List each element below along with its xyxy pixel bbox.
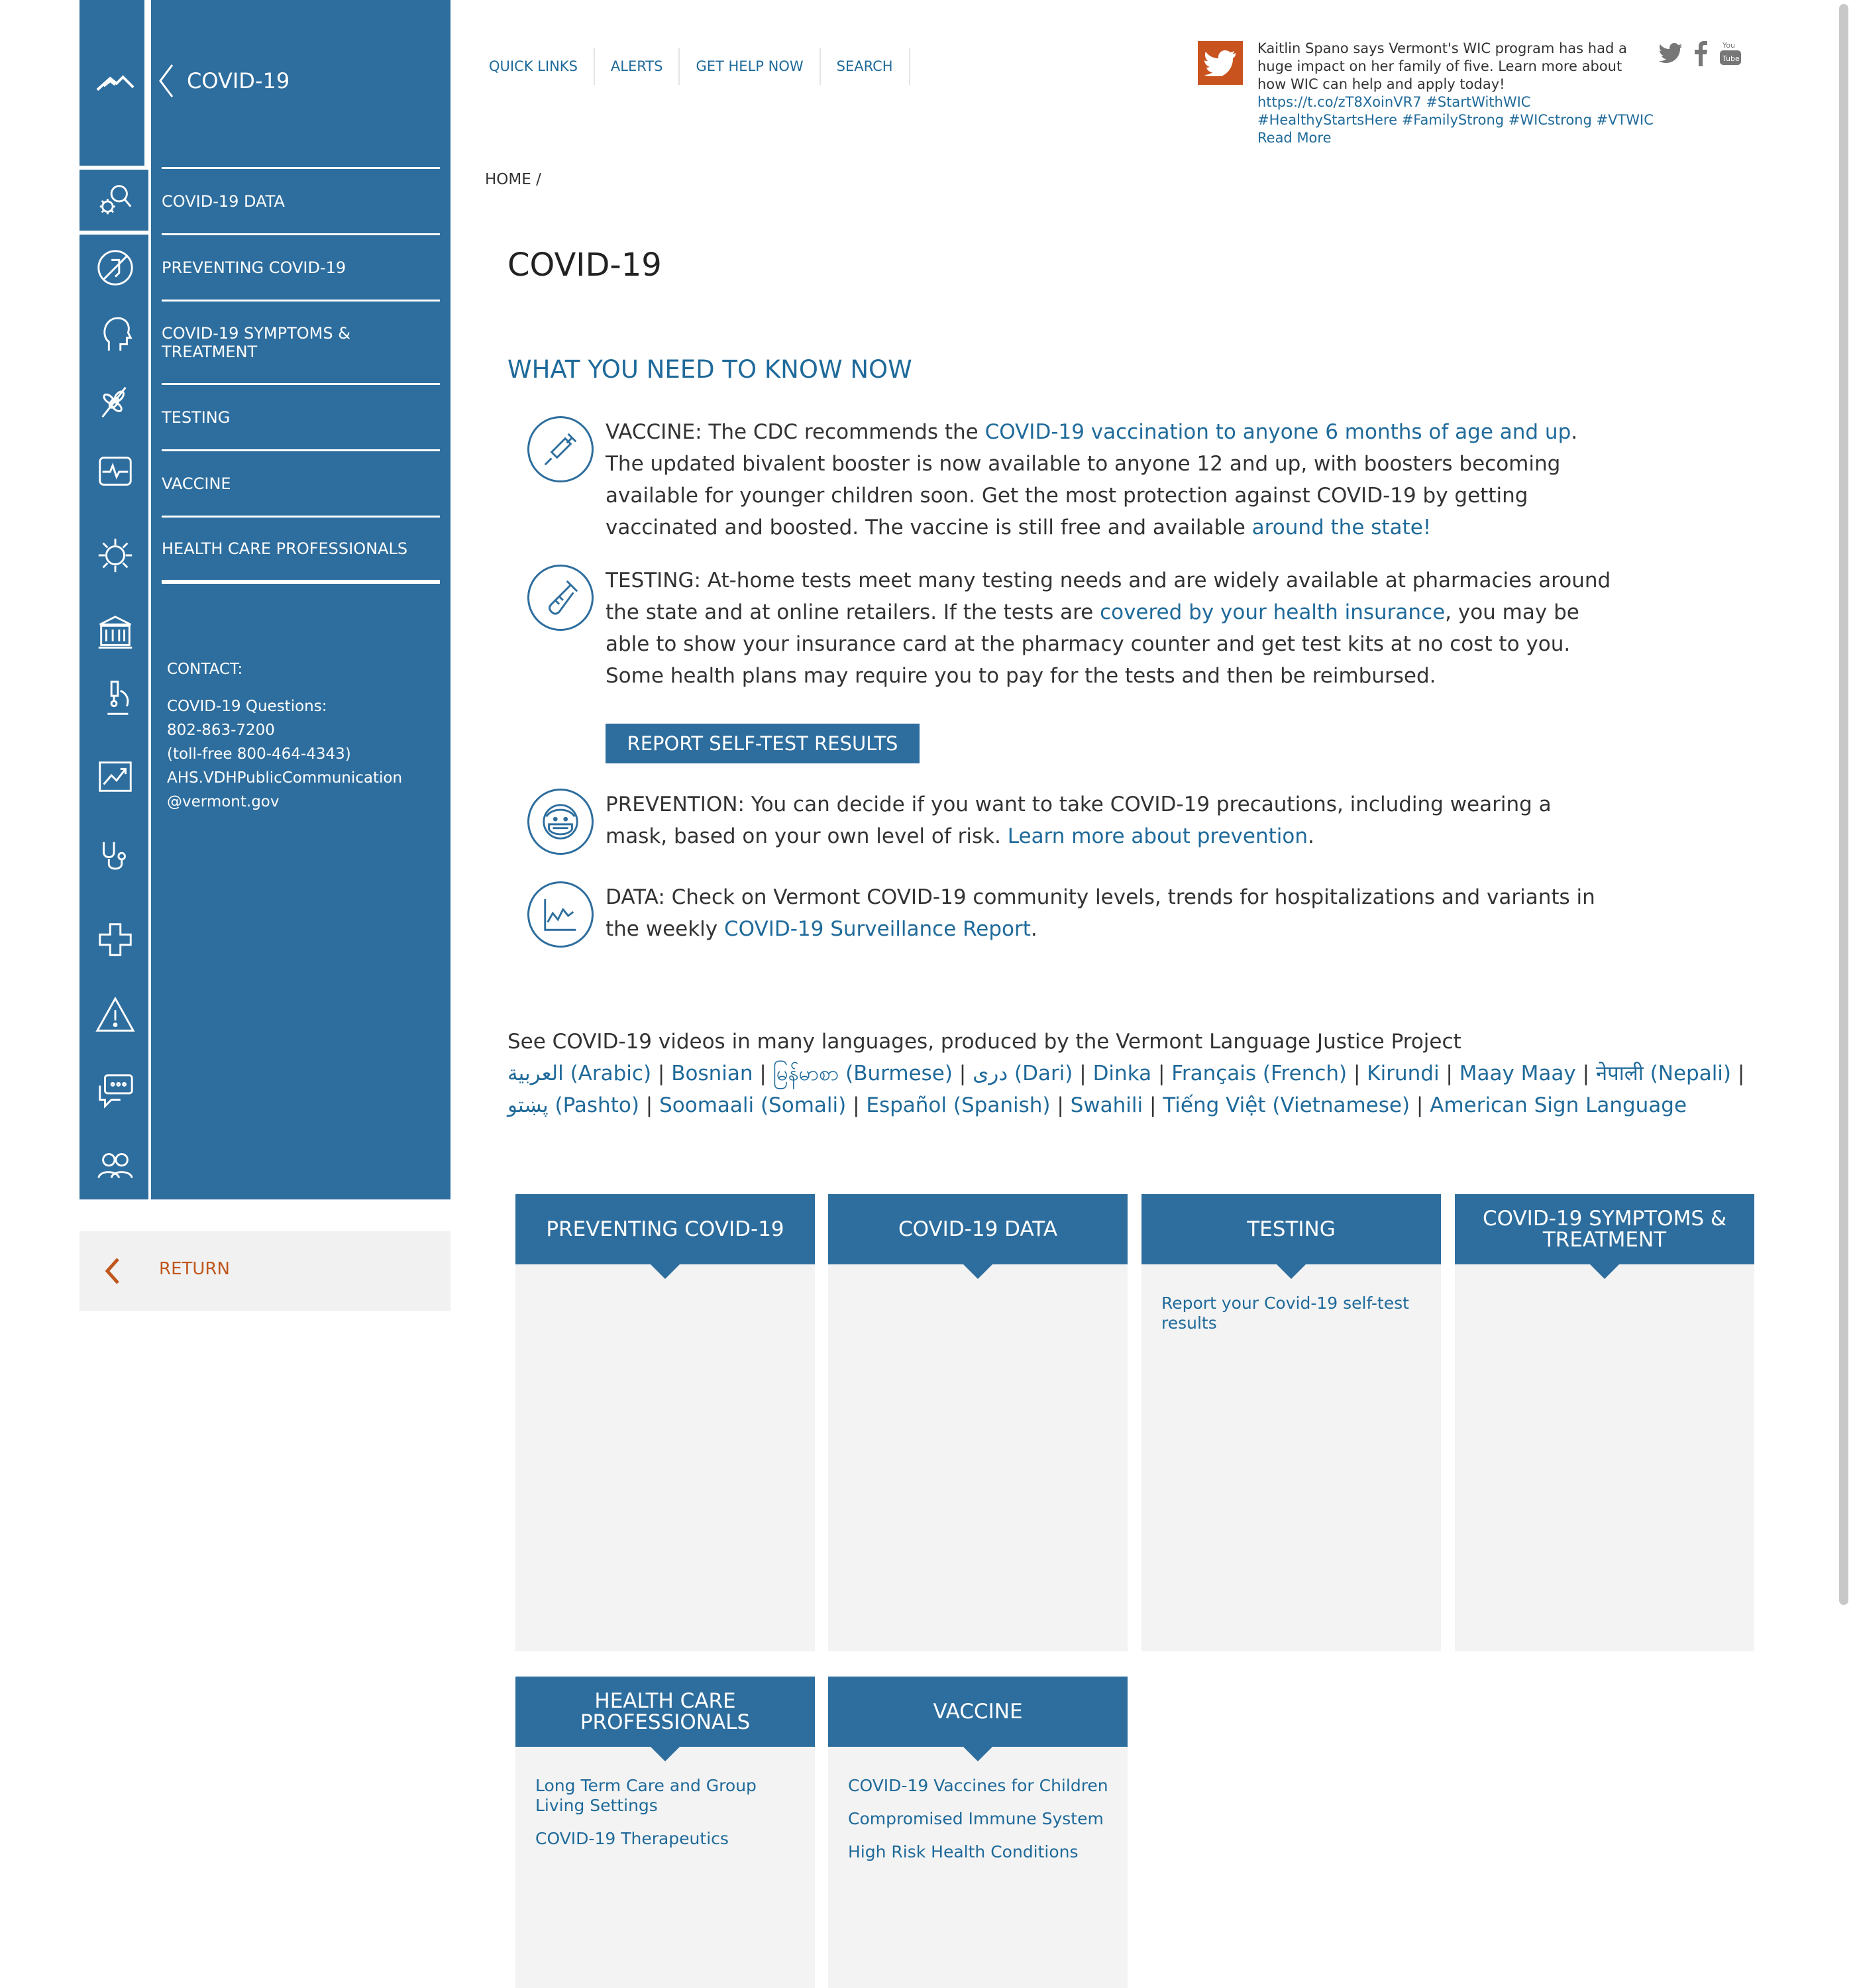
tweet-hashtags[interactable]: #StartWithWIC #HealthyStartsHere #FamilyStrong #WICstrong #VTWIC [1257,94,1654,128]
prevention-text [606,789,1619,852]
virus-icon[interactable] [94,534,136,577]
stethoscope-icon[interactable] [94,836,136,879]
language-separator: | [1575,1062,1596,1085]
card-title[interactable]: VACCINE [828,1677,1128,1747]
wheat-icon[interactable] [94,379,136,421]
language-separator: | [1347,1062,1367,1085]
twitter-bird-icon [1198,41,1243,85]
language-link[interactable]: Swahili [1070,1093,1143,1117]
language-link[interactable]: دری (Dari) [973,1062,1073,1085]
testing-text-2: , you may be able to show your insurance card at the pharmacy counter and get test kits at no cost to you. Some health plans may require you to pay for the tests and then be reimbursed. [606,600,1579,688]
social-links [1659,40,1742,66]
get-help-now-link[interactable]: GET HELP NOW [680,48,820,85]
surveillance-report-link[interactable]: COVID-19 Surveillance Report [724,917,1031,941]
nav-item-covid-data[interactable]: COVID-19 DATA [162,169,440,235]
card-title[interactable]: PREVENTING COVID-19 [515,1194,815,1264]
nav-back-link[interactable] [158,64,290,98]
section-heading: WHAT YOU NEED TO KNOW NOW [507,355,912,384]
language-separator: | [753,1062,773,1085]
language-link[interactable]: American Sign Language [1430,1093,1687,1117]
chevron-left-icon [158,64,174,98]
search-link[interactable]: SEARCH [821,48,910,85]
nav-item-preventing-covid[interactable]: PREVENTING COVID-19 [162,235,440,302]
language-separator: | [1151,1062,1172,1085]
chart-icon[interactable] [94,755,136,798]
test-tube-icon [527,565,594,631]
language-link[interactable]: नेपाली (Nepali) [1595,1062,1732,1085]
alerts-link[interactable]: ALERTS [595,48,680,85]
card-title[interactable]: HEALTH CARE PROFESSIONALS [515,1677,815,1747]
language-videos [507,1026,1766,1121]
language-links [507,1058,1766,1121]
testing-text-1: TESTING: At-home tests meet many testing needs and are widely available at pharmacies around the state and at online retailers. If the tests are [606,569,1611,624]
mountain-logo-icon [94,61,136,103]
tweet-link[interactable]: https://t.co/zT8XoinVR7 [1257,94,1422,110]
contact-email[interactable]: AHS.VDHPublicCommunication [167,769,403,787]
card-link[interactable]: Compromised Immune System [848,1809,1104,1828]
data-text-1: DATA: Check on Vermont COVID-19 community levels, trends for hospitalizations and variants in the weekly [606,885,1595,941]
language-link[interactable]: Dinka [1092,1062,1152,1085]
language-separator: | [1410,1093,1430,1117]
card-links [828,1747,1128,1862]
prevention-link[interactable]: Learn more about prevention [1007,824,1308,848]
contact-heading: CONTACT: [167,661,243,678]
language-separator: | [846,1093,867,1117]
insurance-coverage-link[interactable]: covered by your health insurance [1100,600,1446,624]
prevention-text-2: . [1307,824,1314,848]
tweet-read-more[interactable]: Read More [1257,130,1332,146]
icon-rail [80,0,148,1199]
nav-item-health-care-professionals[interactable]: HEALTH CARE PROFESSIONALS [162,518,440,584]
language-link[interactable]: Kirundi [1367,1062,1440,1085]
nav-item-vaccine[interactable]: VACCINE [162,451,440,518]
language-separator: | [1143,1093,1163,1117]
breadcrumb[interactable]: HOME / [485,171,541,188]
card-title[interactable]: COVID-19 SYMPTOMS & TREATMENT [1455,1194,1754,1264]
card-title[interactable]: COVID-19 DATA [828,1194,1128,1264]
youtube-icon[interactable] [1719,40,1742,66]
line-chart-icon [527,881,594,948]
vaccine-text-2: . The updated bivalent booster is now available to anyone 12 and up, with boosters becoming available for younger children soon. Get the most protection against COVID-19 by getting vaccinated and boosted. The vaccine is still free and available [606,420,1578,539]
nav-item-symptoms-treatment[interactable]: COVID-19 SYMPTOMS & TREATMENT [162,302,440,385]
vaccine-text-1: VACCINE: The CDC recommends the [606,420,985,444]
data-text-2: . [1030,917,1037,941]
card-symptoms-treatment [1455,1194,1754,1651]
language-separator: | [1731,1062,1745,1085]
return-button[interactable] [80,1231,450,1311]
language-link[interactable]: پښتو (Pashto) [507,1093,639,1117]
card-testing [1141,1194,1441,1651]
syringe-icon [527,416,594,482]
card-link[interactable]: Report your Covid-19 self-test results [1161,1294,1409,1333]
language-intro: See COVID-19 videos in many languages, produced by the Vermont Language Justice Project [507,1030,1461,1054]
language-link[interactable]: Soomaali (Somali) [659,1093,847,1117]
language-separator: | [1073,1062,1093,1085]
quick-links-link[interactable]: QUICK LINKS [481,48,595,85]
return-label: RETURN [159,1259,230,1279]
language-separator: | [651,1062,672,1085]
card-link[interactable]: COVID-19 Vaccines for Children [848,1776,1108,1795]
report-self-test-button[interactable]: REPORT SELF-TEST RESULTS [606,724,920,763]
svg-text:You: You [1722,41,1735,50]
language-separator: | [639,1093,660,1117]
card-title[interactable]: TESTING [1141,1194,1441,1264]
language-link[interactable]: Español (Spanish) [866,1093,1051,1117]
contact-email-domain[interactable]: @vermont.gov [167,793,280,810]
no-contact-icon[interactable] [94,247,136,289]
head-icon[interactable] [94,313,136,355]
contact-line: COVID-19 Questions: [167,698,327,715]
card-preventing-covid [515,1194,815,1651]
language-link[interactable]: Français (French) [1171,1062,1348,1085]
language-separator: | [1439,1062,1459,1085]
card-covid-data [828,1194,1128,1651]
rail-divider [80,231,148,235]
vaccine-text [606,416,1619,543]
warning-icon[interactable] [94,994,136,1036]
chevron-left-icon [103,1256,121,1286]
nav-back-label: COVID-19 [187,68,290,93]
card-health-care-professionals [515,1677,815,1988]
mask-face-icon [527,789,594,855]
home-link[interactable] [80,0,148,170]
medical-cross-icon[interactable] [94,918,136,961]
card-link[interactable]: COVID-19 Therapeutics [535,1829,729,1848]
facebook-icon[interactable] [1693,40,1708,66]
contact-block [167,657,432,814]
scrollbar-thumb[interactable] [1839,4,1848,1605]
tweet-body: Kaitlin Spano says Vermont's WIC program has had a huge impact on her family of five. Learn more about how WIC can help and apply today! [1257,40,1627,92]
microscope-icon[interactable] [94,677,136,720]
card-link[interactable]: Long Term Care and Group Living Settings [535,1776,757,1815]
language-link[interactable]: العربية (Arabic) [507,1062,652,1085]
vaccine-age-link[interactable]: COVID-19 vaccination to anyone 6 months of age and up [984,420,1571,444]
nav-item-testing[interactable]: TESTING [162,385,440,451]
tweet-text [1257,40,1655,147]
data-text [606,881,1619,945]
language-link[interactable]: Maay Maay [1459,1062,1576,1085]
twitter-icon[interactable] [1659,40,1683,66]
contact-phone[interactable]: 802-863-7200 [167,722,275,739]
people-icon[interactable] [94,1144,136,1186]
utility-links [481,48,910,85]
prevention-text-1: PREVENTION: You can decide if you want to take COVID-19 precautions, including wearing a mask, based on your own level of risk. [606,793,1552,848]
page-title: COVID-19 [507,247,662,284]
card-link[interactable]: High Risk Health Conditions [848,1842,1079,1861]
svg-text:Tube: Tube [1722,54,1740,63]
language-separator: | [1050,1093,1071,1117]
card-links [515,1747,815,1849]
vaccine-locations-link[interactable]: around the state! [1251,516,1432,539]
section-nav-panel [151,0,450,1199]
section-nav-list [162,167,440,584]
chat-icon[interactable] [94,1070,136,1112]
card-vaccine [828,1677,1128,1988]
building-icon[interactable] [94,611,136,653]
testing-text [606,565,1619,692]
virus-search-icon[interactable] [94,179,136,221]
language-link[interactable]: Bosnian [671,1062,753,1085]
heart-monitor-icon[interactable] [94,451,136,493]
contact-tollfree[interactable]: (toll-free 800-464-4343) [167,746,351,763]
language-separator: | [952,1062,973,1085]
language-link[interactable]: Tiếng Việt (Vietnamese) [1163,1093,1410,1117]
language-link[interactable]: မြန်မာစာ (Burmese) [772,1062,953,1085]
